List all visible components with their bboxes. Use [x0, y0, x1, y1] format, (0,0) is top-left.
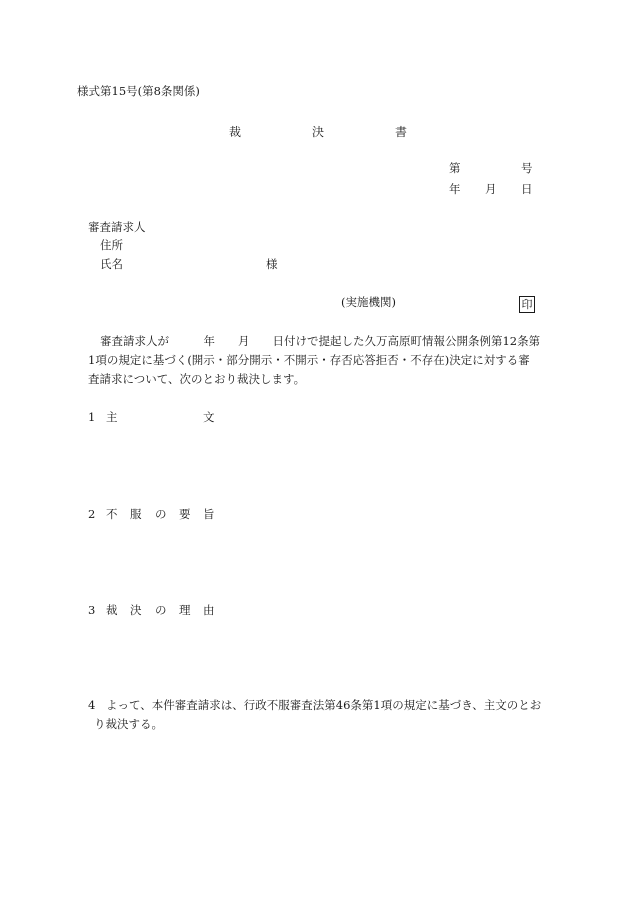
section-3-heading-char-4: 理	[179, 603, 191, 617]
section-4-number: 4	[88, 698, 96, 712]
section-2-heading-char-5: 旨	[203, 507, 215, 521]
seal-mark: 印	[519, 296, 535, 313]
body-line-3: 査請求について、次のとおり裁決します。	[88, 372, 306, 386]
section-1-number: 1	[88, 410, 96, 424]
section-2-heading-char-1: 不	[106, 507, 118, 521]
agency-label: (実施機関)	[341, 295, 396, 309]
section-4-line-2: り裁決する。	[94, 717, 163, 731]
name-label: 氏名	[100, 257, 123, 271]
section-3-heading-char-1: 裁	[106, 603, 118, 617]
section-2-heading-char-3: の	[155, 507, 167, 521]
form-label: 様式第15号(第8条関係)	[77, 84, 200, 98]
section-1-heading-char-1: 主	[106, 410, 118, 424]
section-3-heading-char-5: 由	[203, 603, 215, 617]
title-char-1: 裁	[229, 125, 242, 139]
section-2-heading-char-2: 服	[130, 507, 142, 521]
section-4-line-1: よって、本件審査請求は、行政不服審査法第46条第1項の規定に基づき、主文のとお	[106, 698, 542, 712]
section-2-number: 2	[88, 507, 96, 521]
body-line-1: 審査請求人が 年 月 日付けで提起した久万高原町情報公開条例第12条第	[100, 334, 541, 348]
date-month: 月	[485, 182, 497, 196]
section-1-heading-char-2: 文	[203, 410, 215, 424]
doc-number-go: 号	[521, 161, 533, 175]
section-3-heading-char-3: の	[155, 603, 167, 617]
requester-heading: 審査請求人	[88, 220, 146, 234]
title-char-2: 決	[312, 125, 325, 139]
body-line-2: 1項の規定に基づく(開示・部分開示・不開示・存否応答拒否・不存在)決定に対する審	[88, 353, 530, 367]
section-2-heading-char-4: 要	[179, 507, 191, 521]
title-char-3: 書	[395, 125, 408, 139]
date-day: 日	[521, 182, 533, 196]
address-label: 住所	[100, 238, 123, 252]
honorific: 様	[266, 257, 278, 271]
date-year: 年	[449, 182, 461, 196]
section-3-heading-char-2: 決	[130, 603, 142, 617]
doc-number-dai: 第	[449, 161, 461, 175]
section-3-number: 3	[88, 603, 96, 617]
